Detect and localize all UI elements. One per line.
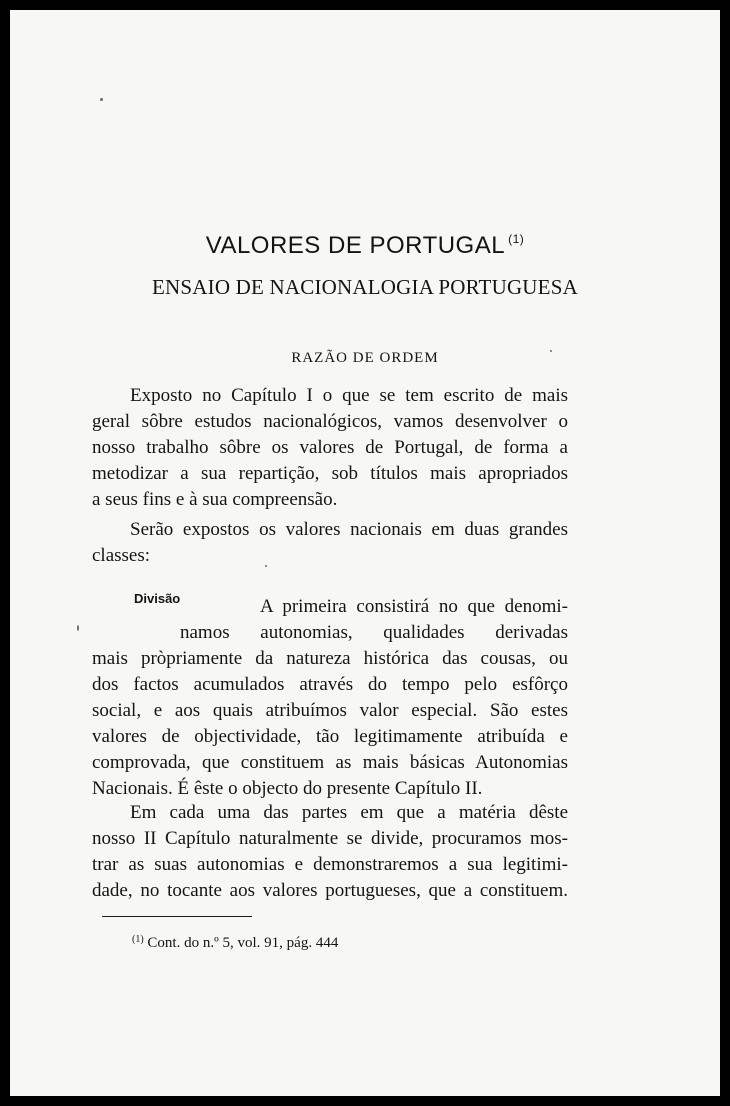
scan-speck [550, 350, 552, 352]
scan-speck [77, 625, 79, 631]
paragraph-1 [92, 383, 568, 513]
text-line: namos autonomias, qualidades derivadas [180, 622, 568, 643]
text-line: valores de objectividade, tão legitimamente atribuída e [92, 726, 568, 747]
footnote [132, 934, 338, 952]
text-line: trar as suas autonomias e demonstraremos a sua legitimi- [92, 854, 568, 875]
scan-speck [100, 98, 103, 101]
margin-note: Divisão [134, 591, 181, 606]
scan-speck [265, 565, 267, 567]
text-line: Em cada uma das partes em que a matéria dêste [130, 802, 568, 823]
paragraph-2 [92, 517, 568, 569]
text-line: metodizar a sua repartição, sob títulos mais apropriados [92, 463, 568, 484]
title-footnote-marker: (1) [508, 232, 525, 246]
text-line: dos factos acumulados através do tempo pelo esfôrço [92, 674, 568, 695]
text-line: social, e aos quais atribuímos valor especial. São estes [92, 700, 568, 721]
text-line: comprovada, que constituem as mais básicas Autonomias [92, 752, 568, 773]
document-page [10, 10, 720, 1096]
text-line: mais pròpriamente da natureza histórica das cousas, ou [92, 648, 568, 669]
page-title [10, 232, 720, 260]
text-line: Nacionais. É êste o objecto do presente Capítulo II. [92, 778, 483, 799]
section-heading: RAZÃO DE ORDEM [291, 350, 439, 366]
footnote-text: Cont. do n.º 5, vol. 91, pág. 444 [147, 935, 339, 951]
text-line: nosso trabalho sôbre os valores de Portugal, de forma a [92, 437, 568, 458]
text-line: geral sôbre estudos nacionalógicos, vamos desenvolver o [92, 411, 568, 432]
footnote-marker: (1) [132, 934, 144, 945]
paragraph-4 [92, 800, 568, 904]
page-subtitle: ENSAIO DE NACIONALOGIA PORTUGUESA [152, 275, 578, 299]
text-line: Serão expostos os valores nacionais em duas grandes [130, 519, 568, 540]
footnote-divider [102, 916, 252, 917]
title-text: VALORES DE PORTUGAL [205, 232, 506, 259]
text-line: dade, no tocante aos valores portugueses, que a constituem. [92, 880, 568, 901]
text-line: Exposto no Capítulo I o que se tem escrito de mais [130, 385, 568, 406]
text-line: A primeira consistirá no que denomi- [260, 596, 568, 617]
paragraph-3 [92, 594, 568, 802]
text-line: nosso II Capítulo naturalmente se divide, procuramos mos- [92, 828, 568, 849]
text-line: a seus fins e à sua compreensão. [92, 489, 338, 510]
text-line: classes: [92, 545, 151, 566]
